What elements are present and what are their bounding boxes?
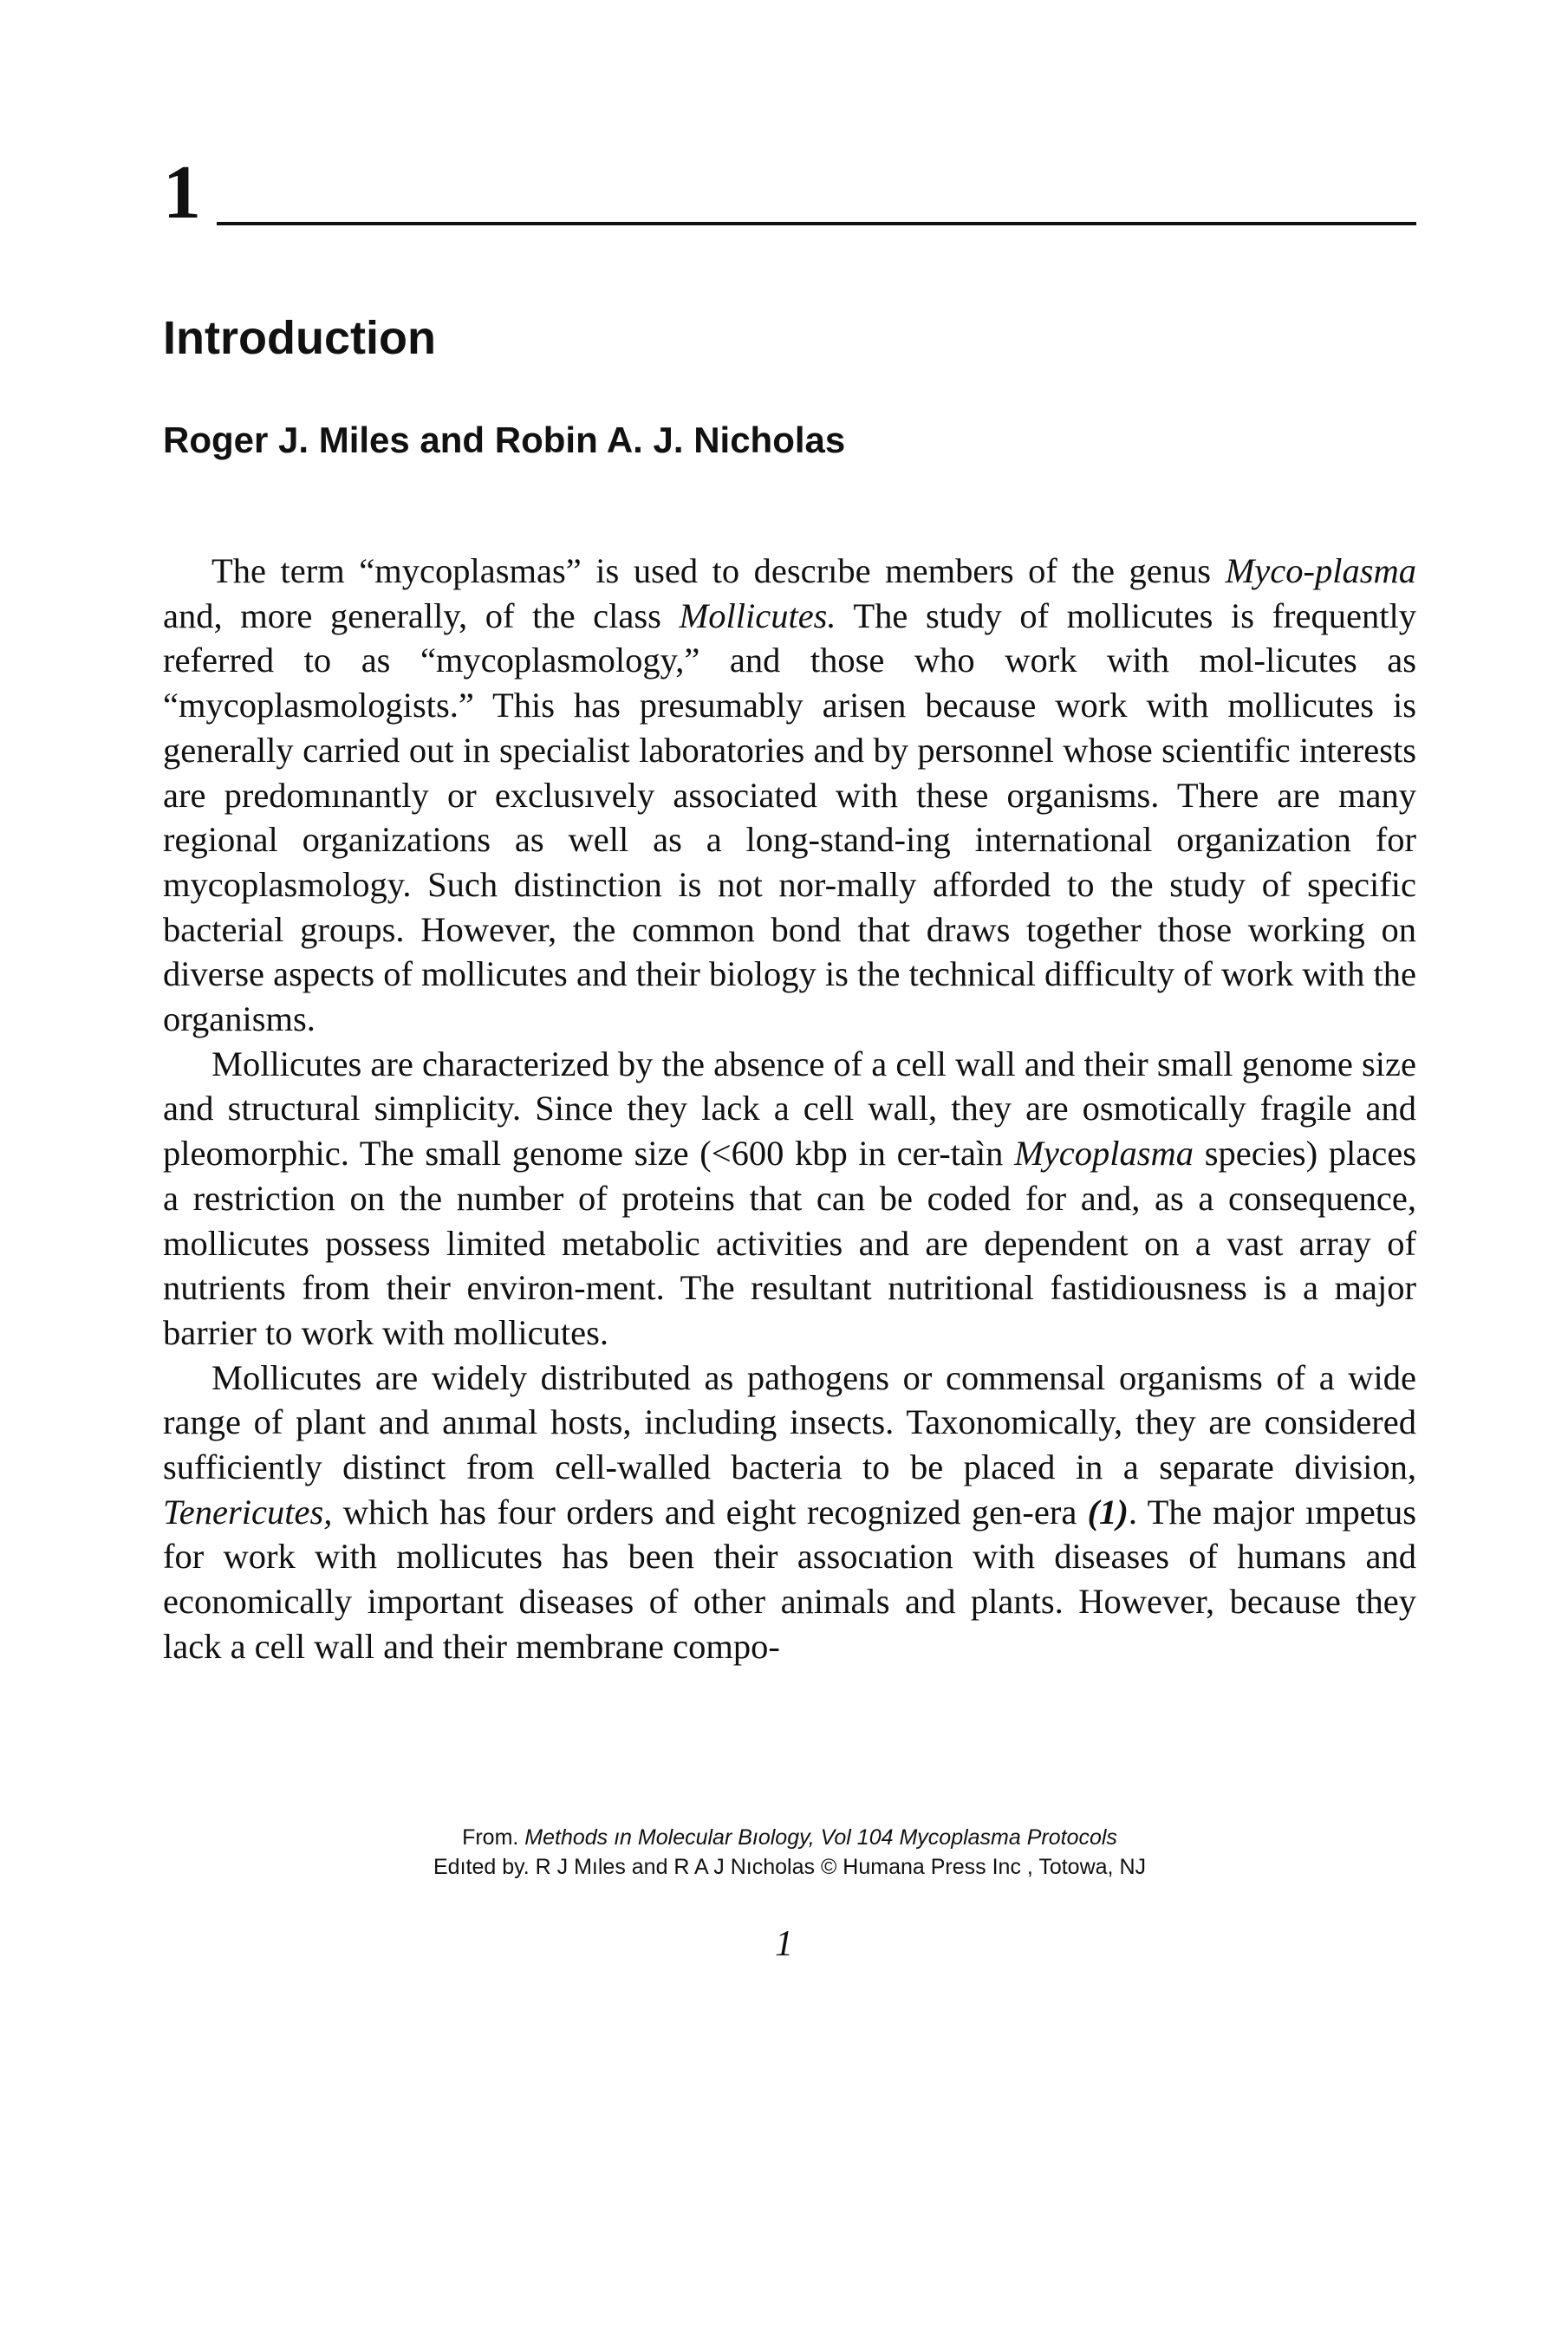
text-run: The term “mycoplasmas” is used to descrıbe members of the genus <box>211 551 1226 590</box>
text-run: species) places a restriction on the number of proteins that can be coded for and, as a consequence, mollicutes possess limited metabolic activities and are dependent on a vast array of nutrients from their environ-ment. The resultant nutritional fastidiousness is a major barrier to work with mollicutes. <box>163 1134 1416 1352</box>
footnote-line <box>163 1823 1416 1852</box>
paragraph <box>163 1356 1416 1669</box>
text-run: Mollicutes are widely distributed as pathogens or commensal organisms of a wide range of plant and anımal hosts, including insects. Taxonomically, they are considered sufficiently distinct from cell-walled bacteria to be placed in a separate division, <box>163 1357 1416 1487</box>
text-run: Edıted by. R J Mıles and R A J Nıcholas © Humana Press Inc , Totowa, NJ <box>433 1855 1146 1879</box>
text-run: which has four orders and eight recognized gen-era <box>332 1492 1088 1532</box>
chapter-number: 1 <box>163 151 201 235</box>
italic-text-run: Myco-plasma <box>1225 551 1416 590</box>
text-run: The study of mollicutes is frequently referred to as “mycoplasmology,” and those who work with mol-licutes as “mycoplasmologists.” This has presumably arisen because work with mollicutes is generally carried out in specialist laboratories and by personnel whose scientific interests are predomınantly or exclusıvely associated with these organisms. There are many regional organizations as well as a long-stand-ing international organization for mycoplasmology. Such distinction is not nor-mally afforded to the study of specific bacterial groups. However, the common bond that draws together those working on diverse aspects of mollicutes and their biology is the technical difficulty of work with the organisms. <box>163 595 1417 1039</box>
page-number: 1 <box>775 1924 793 1964</box>
chapter-title: Introduction <box>163 312 436 364</box>
paragraph <box>163 549 1416 1042</box>
source-footnote <box>163 1823 1416 1882</box>
text-run: From. <box>462 1825 525 1850</box>
italic-text-run: Mollicutes. <box>679 595 836 635</box>
paragraph <box>163 1042 1416 1356</box>
italic-text-run: (1) <box>1087 1492 1129 1532</box>
text-run: and, more generally, of the class <box>163 595 680 635</box>
italic-text-run: Tenericutes, <box>163 1492 333 1532</box>
italic-text-run: Mycoplasma <box>1014 1134 1194 1174</box>
text-run: Mollicutes are characterized by the absence of a cell wall and their small genome size and structural simplicity. Since they lack a cell wall, they are osmotically fragile and pleomorphic. The small genome size (<600 kbp in cer-taìn <box>163 1044 1416 1174</box>
italic-text-run: Methods ın Molecular Bıology, Vol 104 Mycoplasma Protocols <box>524 1825 1117 1850</box>
chapter-heading <box>163 151 1416 235</box>
chapter-authors: Roger J. Miles and Robin A. J. Nicholas <box>163 420 846 460</box>
text-run: . The major ımpetus for work with mollicutes has been their assocıation with diseases of humans and economically important diseases of other animals and plants. However, because they lack a cell wall and their membrane compo- <box>163 1492 1416 1666</box>
chapter-rule <box>217 222 1416 225</box>
footnote-line <box>163 1852 1416 1882</box>
body-text <box>163 549 1416 1669</box>
